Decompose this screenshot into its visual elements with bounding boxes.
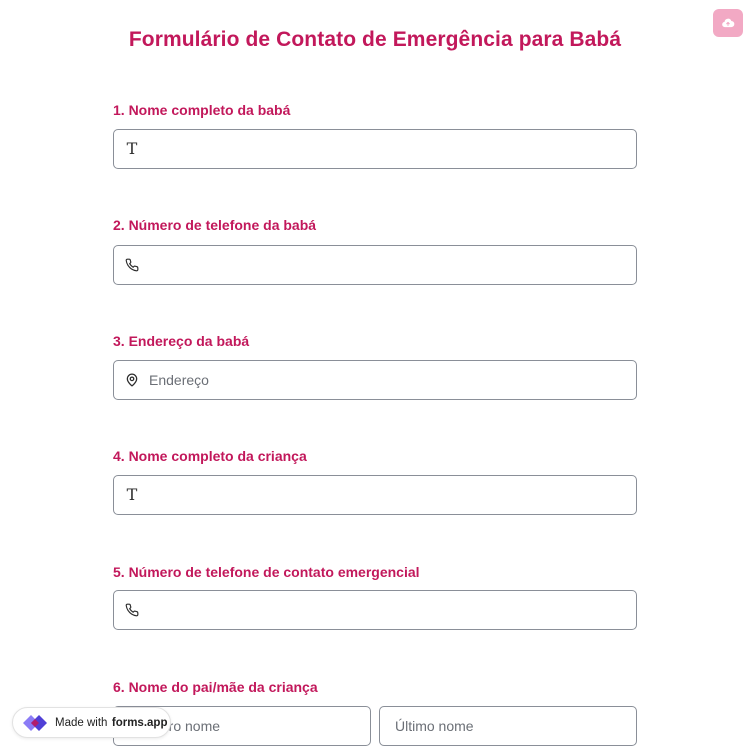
parent-last-name-field[interactable] xyxy=(379,706,637,746)
babysitter-address-input[interactable] xyxy=(148,361,636,399)
babysitter-phone-field[interactable] xyxy=(113,245,637,285)
map-pin-icon xyxy=(114,373,148,387)
phone-icon xyxy=(114,603,148,617)
babysitter-phone-input[interactable] xyxy=(148,246,636,284)
question-label-babysitter-phone: 2. Número de telefone da babá xyxy=(113,217,317,233)
question-label-emergency-phone: 5. Número de telefone de contato emergencial xyxy=(113,564,420,580)
question-label-babysitter-address: 3. Endereço da babá xyxy=(113,333,250,349)
child-name-input[interactable] xyxy=(148,476,636,514)
made-with-forms-app-badge[interactable] xyxy=(12,707,171,738)
phone-icon xyxy=(114,258,148,272)
page-title: Formulário de Contato de Emergência para Babá xyxy=(128,28,622,51)
badge-brand: forms.app xyxy=(111,716,168,729)
text-T-icon: T xyxy=(126,139,138,158)
babysitter-address-field[interactable] xyxy=(113,360,637,400)
question-label-babysitter-name: 1. Nome completo da babá xyxy=(113,102,291,118)
forms-app-logo-icon xyxy=(20,711,50,735)
emergency-phone-input[interactable] xyxy=(148,591,636,629)
parent-last-name-input[interactable] xyxy=(380,707,636,745)
question-label-child-name: 4. Nome completo da criança xyxy=(113,448,307,464)
emergency-phone-field[interactable] xyxy=(113,590,637,630)
child-name-field[interactable] xyxy=(113,475,637,515)
badge-prefix: Made with xyxy=(55,716,108,729)
babysitter-name-input[interactable] xyxy=(148,130,636,168)
question-label-parent-name: 6. Nome do pai/mãe da criança xyxy=(113,679,318,695)
babysitter-name-field[interactable] xyxy=(113,129,637,169)
text-T-icon: T xyxy=(126,485,138,504)
